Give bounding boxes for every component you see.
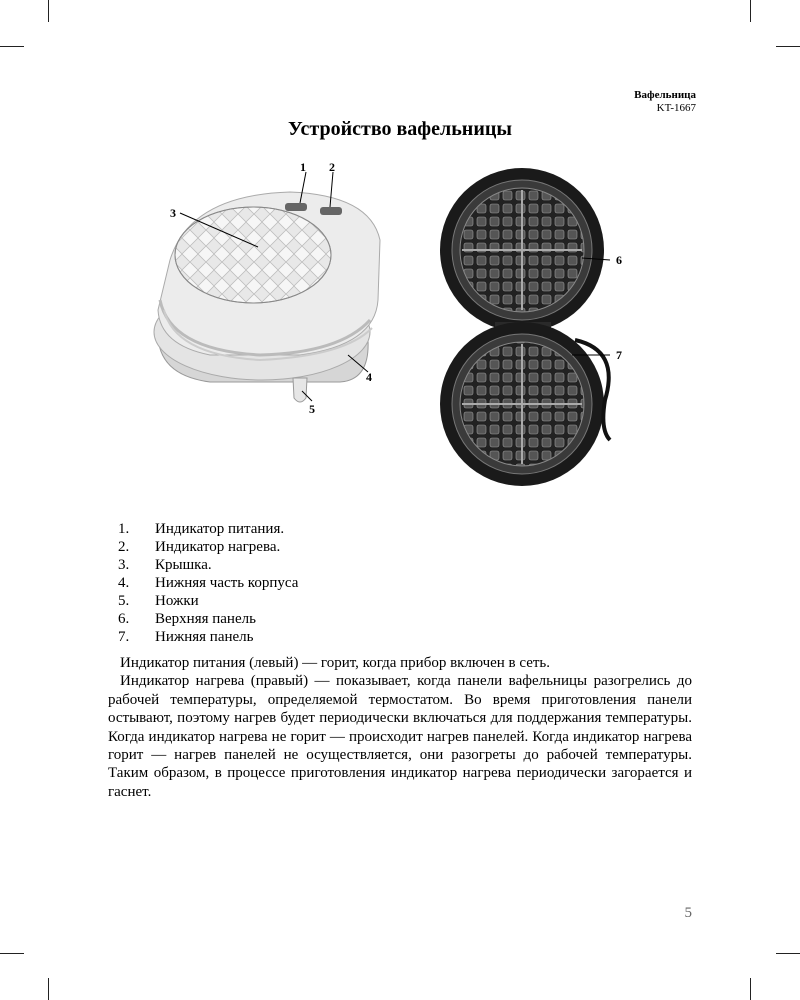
callout-2: 2 [329,160,335,174]
list-number: 3. [118,557,130,573]
list-item [118,610,298,628]
parts-list [118,520,298,646]
callout-3: 3 [170,206,176,220]
open-waffle-maker [440,168,610,486]
crop-mark [48,978,49,1000]
crop-mark [0,46,24,47]
crop-mark [750,0,751,22]
list-number: 2. [118,539,130,555]
list-label: Ножки [155,593,199,609]
callout-7: 7 [616,348,622,362]
list-item [118,592,298,610]
list-number: 7. [118,629,130,645]
list-item [118,556,298,574]
crop-mark [776,46,800,47]
list-number: 1. [118,521,130,537]
list-label: Индикатор нагрева. [155,539,281,555]
paragraph-heat-indicator: Индикатор нагрева (правый) — показывает, когда панели вафельницы разогрелись до рабочей температуры, определяемой термостатом. Во время приготовления панели остывают, поэтому нагрев будет периодически включаться для поддержания температуры. Когда индикатор нагрева не горит — происходит нагрев панелей. Когда индикатор нагрева горит — нагрев панелей не осуществляется, они разогреты до рабочей температуры. Таким образом, в процессе приготовления индикатор нагрева периодически загорается и гаснет. [108,673,692,800]
callout-4: 4 [366,370,372,384]
list-number: 6. [118,611,130,627]
callout-6: 6 [616,253,622,267]
header-product: Вафельница [634,89,696,101]
paragraph-power-indicator: Индикатор питания (левый) — горит, когда прибор включен в сеть. [120,655,551,671]
list-label: Индикатор питания. [155,521,285,537]
list-number: 4. [118,575,130,591]
callout-1: 1 [300,160,306,174]
callout-5: 5 [309,402,315,416]
crop-mark [48,0,49,22]
crop-mark [0,953,24,954]
list-label: Крышка. [155,557,212,573]
closed-waffle-maker [154,192,380,402]
running-header [634,89,696,115]
list-number: 5. [118,593,130,609]
list-item [118,538,298,556]
page-title: Устройство вафельницы [288,118,512,140]
page-number: 5 [684,905,692,921]
list-label: Верхняя панель [155,611,256,627]
list-item [118,628,298,646]
list-item [118,574,298,592]
list-label: Нижняя панель [155,629,254,645]
waffle-maker-figure [150,150,630,500]
list-item [118,520,298,538]
crop-mark [750,978,751,1000]
body-text [108,654,692,801]
list-label: Нижняя часть корпуса [155,575,299,591]
header-model: KT-1667 [656,102,696,114]
crop-mark [776,953,800,954]
